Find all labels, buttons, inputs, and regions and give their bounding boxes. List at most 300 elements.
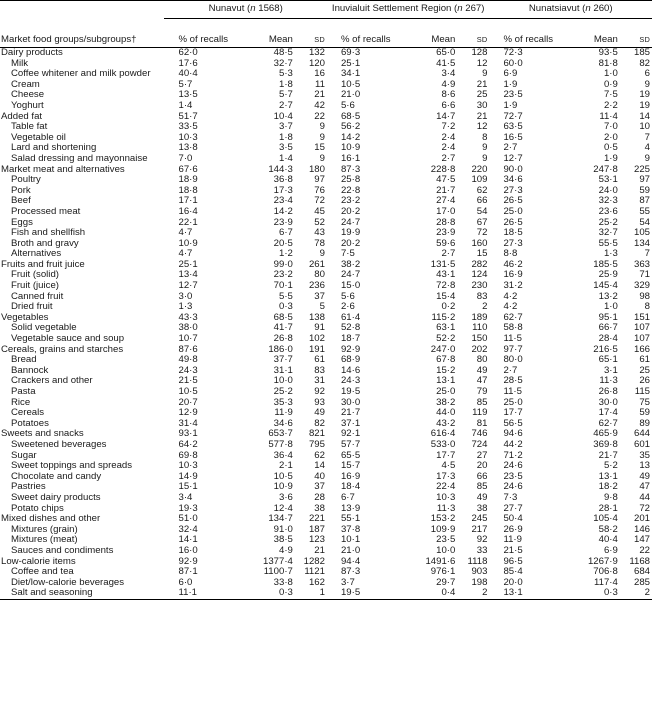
subgroup-row bbox=[0, 408, 652, 419]
nunatsiavut-mean-cell: 0·9 bbox=[603, 79, 618, 90]
nunavut-sd-cell: 49 bbox=[314, 408, 325, 419]
isr-mean-cell: 8·6 bbox=[441, 90, 456, 101]
nunatsiavut-pct-cell: 13·1 bbox=[489, 588, 561, 599]
nunatsiavut-pct-cell: 1·9 bbox=[503, 79, 518, 90]
nunavut-mean-cell: 186·0 bbox=[268, 344, 293, 355]
isr-pct-cell: 18·4 bbox=[340, 482, 361, 493]
row-label: Cheese bbox=[11, 90, 45, 101]
nunatsiavut-mean-cell: 11·3 bbox=[599, 376, 618, 387]
isr-sd-cell: 81 bbox=[476, 418, 488, 429]
nunatsiavut-sd-cell: 601 bbox=[633, 439, 650, 450]
isr-sd-cell: 83 bbox=[476, 291, 488, 302]
region-header-nunavut: Nunavut (n 1568) bbox=[164, 1, 326, 19]
nunavut-pct-cell: 51·7 bbox=[178, 111, 198, 122]
nunavut-mean-cell: 17·3 bbox=[273, 185, 293, 196]
nunavut-sd-cell: 40 bbox=[314, 471, 325, 482]
subgroup-row bbox=[0, 281, 652, 292]
isr-mean-cell: 153·2 bbox=[430, 514, 456, 525]
nunavut-mean-cell: 3·6 bbox=[278, 492, 293, 503]
nunavut-sd-cell: 21 bbox=[314, 90, 325, 101]
nunavut-pct-cell: 12·7 bbox=[178, 281, 198, 292]
isr-pct-cell: 56·2 bbox=[340, 122, 361, 133]
nunatsiavut-pct-cell: 27·3 bbox=[503, 185, 523, 196]
nunatsiavut-sd-cell: 105 bbox=[633, 228, 650, 239]
nunavut-sd-cell: 9 bbox=[319, 153, 325, 164]
isr-pct-cell: 92·1 bbox=[340, 429, 361, 440]
nunavut-mean-cell: 70·1 bbox=[273, 281, 293, 292]
row-label: Milk bbox=[11, 58, 29, 69]
nunatsiavut-sd-cell: 35 bbox=[639, 450, 650, 461]
nunavut-pct-cell: 10·9 bbox=[178, 238, 198, 249]
nunatsiavut-mean-cell: 247·8 bbox=[593, 164, 618, 175]
subgroup-row bbox=[0, 334, 652, 345]
nunatsiavut-pct-cell: 71·2 bbox=[503, 450, 523, 461]
nunatsiavut-mean-cell: 30·0 bbox=[598, 397, 618, 408]
subgroup-row bbox=[0, 186, 652, 197]
row-label: Canned fruit bbox=[11, 291, 64, 302]
nunavut-sd-cell: 221 bbox=[308, 514, 325, 525]
nunatsiavut-sd-cell: 19 bbox=[639, 100, 650, 111]
row-label: Sweets and snacks bbox=[1, 429, 84, 440]
nunavut-mean-cell: 32·7 bbox=[273, 58, 293, 69]
row-label: Dried fruit bbox=[11, 302, 53, 313]
row-label: Eggs bbox=[11, 217, 33, 228]
row-label: Sauces and condiments bbox=[11, 545, 114, 556]
isr-pct-cell: 16·1 bbox=[340, 153, 361, 164]
isr-sd-cell: 160 bbox=[471, 238, 488, 249]
nunavut-sd-cell: 91 bbox=[314, 323, 325, 334]
isr-pct-cell: 34·1 bbox=[340, 69, 361, 80]
row-label: Alternatives bbox=[11, 249, 62, 260]
isr-sd-cell: 27 bbox=[476, 450, 488, 461]
nunatsiavut-sd-cell: 89 bbox=[639, 418, 650, 429]
column-header-row bbox=[0, 19, 652, 48]
subgroup-row bbox=[0, 101, 652, 112]
nunavut-mean-cell: 20·5 bbox=[273, 238, 293, 249]
nunavut-mean-cell: 12·4 bbox=[273, 503, 293, 514]
isr-sd-cell: 33 bbox=[476, 545, 488, 556]
row-label: Bread bbox=[11, 355, 37, 366]
isr-sd-cell: 230 bbox=[471, 281, 488, 292]
nunatsiavut-sd-cell: 47 bbox=[639, 482, 650, 493]
isr-mean-cell: 43·2 bbox=[436, 418, 456, 429]
nunavut-mean-cell: 4·9 bbox=[278, 545, 293, 556]
nunavut-sd-cell: 9 bbox=[319, 249, 325, 260]
nunatsiavut-mean-cell: 18·2 bbox=[598, 482, 618, 493]
isr-mean-cell: 131·5 bbox=[430, 259, 456, 270]
isr-pct-cell: 21·0 bbox=[340, 545, 361, 556]
nunavut-sd-cell: 9 bbox=[319, 122, 325, 133]
nunatsiavut-pct-cell: 60·0 bbox=[503, 58, 523, 69]
subgroup-row bbox=[0, 218, 652, 229]
nunavut-sd-cell: 120 bbox=[308, 58, 325, 69]
nunatsiavut-pct-cell: 1·9 bbox=[503, 100, 518, 111]
isr-pct-cell: 52·8 bbox=[340, 323, 361, 334]
header-blank bbox=[0, 1, 164, 19]
isr-sd-cell: 9 bbox=[482, 143, 488, 154]
nunavut-sd-cell: 28 bbox=[314, 492, 325, 503]
subgroup-row bbox=[0, 249, 652, 260]
nunavut-mean-cell: 2·7 bbox=[278, 100, 293, 111]
subgroup-row bbox=[0, 228, 652, 239]
nunatsiavut-sd-cell: 13 bbox=[639, 461, 650, 472]
isr-sd-cell: 92 bbox=[476, 535, 488, 546]
nunatsiavut-pct-cell: 24·6 bbox=[503, 461, 523, 472]
group-row bbox=[0, 48, 652, 59]
row-label: Market meat and alternatives bbox=[1, 164, 125, 175]
nunatsiavut-sd-cell: 75 bbox=[639, 397, 650, 408]
isr-mean-cell: 247·0 bbox=[430, 344, 456, 355]
nunatsiavut-sd-cell: 6 bbox=[644, 69, 650, 80]
subgroup-row bbox=[0, 69, 652, 80]
nunatsiavut-sd-cell: 72 bbox=[639, 503, 650, 514]
nunatsiavut-sd-cell: 98 bbox=[639, 291, 650, 302]
nunatsiavut-mean-cell: 58·2 bbox=[598, 524, 618, 535]
isr-mean-cell: 2·4 bbox=[441, 143, 456, 154]
nunatsiavut-pct-cell: 63·5 bbox=[503, 122, 523, 133]
nunavut-pct-cell: 33·5 bbox=[178, 122, 198, 133]
nunatsiavut-pct-cell: 18·5 bbox=[503, 228, 523, 239]
nunatsiavut-sd-cell: 49 bbox=[639, 471, 650, 482]
isr-pct-cell: 25·8 bbox=[340, 175, 361, 186]
nunavut-pct-cell: 19·3 bbox=[178, 503, 198, 514]
subgroup-row bbox=[0, 133, 652, 144]
nunatsiavut-mean-cell: 2·0 bbox=[603, 132, 618, 143]
nunavut-pct-cell: 10·7 bbox=[178, 334, 198, 345]
nunavut-sd-cell: 80 bbox=[314, 270, 325, 281]
nunavut-pct-cell: 18·9 bbox=[178, 175, 198, 186]
nunatsiavut-mean-cell: 706·8 bbox=[593, 567, 618, 578]
nunavut-pct-cell: 31·4 bbox=[178, 418, 198, 429]
isr-mean-cell: 2·7 bbox=[441, 249, 456, 260]
isr-sd-cell: 189 bbox=[471, 312, 488, 323]
isr-sd-cell: 79 bbox=[476, 387, 488, 397]
isr-sd-cell: 903 bbox=[471, 567, 488, 578]
row-label: Cereals bbox=[11, 408, 45, 419]
nunatsiavut-sd-cell: 9 bbox=[644, 153, 650, 164]
nunatsiavut-pct-cell: 17·7 bbox=[503, 408, 523, 419]
isr-mean-cell: 22·4 bbox=[436, 482, 456, 493]
nunavut-sd-cell: 123 bbox=[308, 535, 325, 546]
isr-mean-cell: 115·2 bbox=[431, 312, 456, 323]
subgroup-row bbox=[0, 292, 652, 303]
isr-sd-cell: 8 bbox=[482, 132, 488, 143]
nunatsiavut-mean-cell: 13·2 bbox=[598, 291, 618, 302]
nunavut-pct-cell: 4·7 bbox=[178, 249, 193, 260]
subgroup-row bbox=[0, 143, 652, 154]
nunavut-sd-cell: 21 bbox=[314, 545, 325, 556]
nunatsiavut-pct-cell: 34·6 bbox=[503, 175, 523, 186]
nunatsiavut-mean-cell: 2·2 bbox=[603, 100, 618, 111]
isr-mean-cell: 72·8 bbox=[436, 281, 456, 292]
isr-sd-cell: 25 bbox=[476, 90, 488, 101]
subgroup-row bbox=[0, 366, 652, 377]
nunavut-pct-cell: 43·3 bbox=[178, 312, 198, 323]
group-row bbox=[0, 112, 652, 123]
isr-pct-cell: 6·7 bbox=[340, 492, 355, 503]
row-label: Salad dressing and mayonnaise bbox=[11, 153, 148, 164]
subgroup-row bbox=[0, 355, 652, 366]
nunavut-pct-cell: 69·8 bbox=[178, 450, 198, 461]
nunavut-pct-cell: 93·1 bbox=[178, 429, 198, 440]
isr-pct-cell: 38·2 bbox=[340, 259, 361, 270]
isr-mean-cell: 15·2 bbox=[436, 365, 456, 376]
nunavut-sd-cell: 22 bbox=[314, 111, 325, 122]
nunavut-sd-cell: 180 bbox=[308, 164, 325, 175]
row-label: Dairy products bbox=[1, 47, 63, 58]
nunavut-sd-cell: 78 bbox=[314, 238, 325, 249]
nunavut-mean-cell: 36·8 bbox=[273, 175, 293, 186]
nunatsiavut-pct-cell: 2·7 bbox=[503, 143, 518, 154]
nunatsiavut-pct-cell: 90·0 bbox=[503, 164, 523, 175]
nunatsiavut-sd-cell: 107 bbox=[633, 334, 650, 345]
nunavut-mean-cell: 1377·4 bbox=[262, 556, 293, 567]
nunatsiavut-mean-cell: 28·1 bbox=[598, 503, 618, 514]
nunatsiavut-pct-cell: 23·5 bbox=[503, 90, 523, 101]
nunavut-sd-cell: 14 bbox=[314, 461, 325, 472]
nunatsiavut-pct-cell: 20·0 bbox=[503, 577, 523, 588]
nunatsiavut-mean-cell: 66·7 bbox=[598, 323, 618, 334]
nunavut-sd-cell: 162 bbox=[308, 577, 325, 588]
nunatsiavut-sd-cell: 4 bbox=[644, 143, 650, 154]
nunatsiavut-mean-cell: 28·4 bbox=[598, 334, 618, 345]
nunatsiavut-mean-cell: 1·3 bbox=[603, 249, 618, 260]
isr-sd-cell: 119 bbox=[472, 408, 488, 419]
nunatsiavut-pct-cell: 24·6 bbox=[503, 482, 523, 493]
nunatsiavut-pct-cell: 4·2 bbox=[503, 302, 518, 313]
group-row bbox=[0, 345, 652, 356]
nunatsiavut-pct-cell: 21·5 bbox=[503, 545, 523, 556]
isr-mean-cell: 109·9 bbox=[430, 524, 456, 535]
nunavut-mean-cell: 26·8 bbox=[273, 334, 293, 345]
isr-pct-cell: 25·1 bbox=[340, 58, 361, 69]
isr-pct-cell: 24·3 bbox=[340, 376, 361, 387]
group-row bbox=[0, 429, 652, 440]
nunavut-pct-cell: 22·1 bbox=[178, 217, 198, 228]
nunavut-sd-cell: 102 bbox=[308, 334, 325, 345]
nunatsiavut-pct-cell: 27·7 bbox=[503, 503, 523, 514]
nunavut-sd-cell: 9 bbox=[319, 132, 325, 143]
subgroup-row bbox=[0, 323, 652, 334]
nunavut-pct-cell: 87·6 bbox=[178, 344, 198, 355]
nunatsiavut-pct-cell: 16·9 bbox=[503, 270, 523, 281]
row-label: Added fat bbox=[1, 111, 43, 122]
nunavut-pct-cell: 13·5 bbox=[178, 90, 198, 101]
row-label: Potatoes bbox=[11, 418, 49, 429]
nunavut-pct-cell: 21·5 bbox=[178, 376, 198, 387]
nunatsiavut-sd-cell: 82 bbox=[639, 58, 650, 69]
row-label: Fruits and fruit juice bbox=[1, 259, 85, 270]
nunavut-sd-cell: 43 bbox=[314, 228, 325, 239]
isr-pct-cell: 10·5 bbox=[340, 79, 361, 90]
nunavut-pct-cell: 13·8 bbox=[178, 143, 198, 154]
nunatsiavut-sd-cell: 644 bbox=[633, 429, 650, 440]
nunavut-sd-cell: 11 bbox=[314, 79, 325, 90]
nunavut-mean-cell: 3·5 bbox=[278, 143, 293, 154]
isr-sd-cell: 282 bbox=[471, 259, 488, 270]
subgroup-row bbox=[0, 302, 652, 313]
row-label: Crackers and other bbox=[11, 376, 93, 387]
nunatsiavut-pct-cell: 26·5 bbox=[503, 196, 523, 207]
row-label: Bannock bbox=[11, 365, 49, 376]
nunavut-pct-cell: 15·1 bbox=[178, 482, 198, 493]
isr-sd-cell: 62 bbox=[476, 185, 488, 196]
nunatsiavut-mean-cell: 24·0 bbox=[598, 185, 618, 196]
isr-sd-cell: 80 bbox=[476, 355, 488, 366]
nunavut-pct-cell: 87·1 bbox=[178, 567, 198, 578]
nunatsiavut-sd-cell: 59 bbox=[639, 185, 650, 196]
nunatsiavut-sd-cell: 115 bbox=[634, 387, 650, 397]
nunavut-mean-cell: 99·0 bbox=[273, 259, 293, 270]
nunavut-sd-cell: 82 bbox=[314, 418, 325, 429]
nunavut-sd-cell: 261 bbox=[308, 259, 325, 270]
nunavut-sd-cell: 76 bbox=[314, 185, 325, 196]
row-label: Sweetened beverages bbox=[11, 439, 107, 450]
nunavut-mean-cell: 23·4 bbox=[273, 196, 293, 207]
nunavut-sd-cell: 16 bbox=[314, 69, 325, 80]
isr-pct-cell: 10·9 bbox=[340, 143, 361, 154]
row-label: Mixtures (meat) bbox=[11, 535, 78, 546]
row-label: Diet/low-calorie beverages bbox=[11, 577, 125, 588]
nunavut-sd-cell: 62 bbox=[314, 450, 325, 461]
nunatsiavut-mean-cell: 93·5 bbox=[598, 47, 618, 58]
row-label: Lard and shortening bbox=[11, 143, 97, 154]
isr-sd-cell: 30 bbox=[476, 100, 488, 111]
nunavut-sd-cell: 15 bbox=[314, 143, 325, 154]
nunatsiavut-mean-cell: 32·3 bbox=[598, 196, 618, 207]
row-label: Pasta bbox=[11, 387, 36, 397]
isr-pct-cell: 14·2 bbox=[340, 132, 361, 143]
nunatsiavut-sd-cell: 225 bbox=[633, 164, 650, 175]
isr-pct-cell: 2·6 bbox=[340, 302, 355, 313]
isr-pct-cell: 61·4 bbox=[340, 312, 361, 323]
nunavut-mean-cell: 48·5 bbox=[273, 47, 293, 58]
nunavut-pct-cell: 13·4 bbox=[178, 270, 198, 281]
sd-header: SD bbox=[620, 19, 652, 48]
subgroup-row bbox=[0, 493, 652, 504]
nunatsiavut-sd-cell: 22 bbox=[639, 545, 650, 556]
isr-mean-cell: 17·0 bbox=[436, 206, 456, 217]
isr-sd-cell: 49 bbox=[476, 492, 488, 503]
nunavut-mean-cell: 41·7 bbox=[273, 323, 293, 334]
row-label: Vegetables bbox=[1, 312, 49, 323]
nunatsiavut-sd-cell: 59 bbox=[639, 408, 650, 419]
isr-sd-cell: 150 bbox=[471, 334, 488, 345]
isr-sd-cell: 47 bbox=[476, 376, 488, 387]
nunavut-mean-cell: 1·4 bbox=[278, 153, 293, 164]
nunatsiavut-pct-cell: 6·9 bbox=[503, 69, 518, 80]
isr-mean-cell: 616·4 bbox=[430, 429, 456, 440]
nunatsiavut-sd-cell: 107 bbox=[633, 323, 650, 334]
nunatsiavut-sd-cell: 7 bbox=[644, 132, 650, 143]
group-row bbox=[0, 260, 652, 271]
nunatsiavut-pct-cell: 26·5 bbox=[503, 217, 523, 228]
nunatsiavut-mean-cell: 11·4 bbox=[599, 111, 618, 122]
nunavut-sd-cell: 37 bbox=[314, 291, 325, 302]
row-label: Fruit (juice) bbox=[11, 281, 59, 292]
isr-mean-cell: 65·0 bbox=[436, 47, 456, 58]
nunavut-pct-cell: 67·6 bbox=[178, 164, 198, 175]
nunatsiavut-mean-cell: 53·1 bbox=[598, 175, 618, 186]
isr-sd-cell: 49 bbox=[476, 365, 488, 376]
nunavut-mean-cell: 14·2 bbox=[273, 206, 293, 217]
row-label: Vegetable oil bbox=[11, 132, 66, 143]
nunatsiavut-sd-cell: 2 bbox=[620, 588, 652, 599]
isr-pct-cell: 19·5 bbox=[340, 387, 361, 397]
nunatsiavut-mean-cell: 216·5 bbox=[593, 344, 618, 355]
isr-mean-cell: 228·8 bbox=[430, 164, 456, 175]
isr-pct-cell: 20·2 bbox=[340, 206, 361, 217]
nunavut-pct-cell: 25·1 bbox=[178, 259, 198, 270]
isr-mean-cell: 59·6 bbox=[436, 238, 456, 249]
nunavut-sd-cell: 132 bbox=[308, 47, 325, 58]
isr-sd-cell: 54 bbox=[476, 206, 488, 217]
subgroup-row bbox=[0, 472, 652, 483]
nunavut-mean-cell: 5·5 bbox=[278, 291, 293, 302]
nunavut-mean-cell: 1·8 bbox=[278, 132, 293, 143]
nunatsiavut-pct-cell: 25·0 bbox=[503, 397, 523, 408]
isr-mean-cell: 47·5 bbox=[436, 175, 456, 186]
row-label: Coffee whitener and milk powder bbox=[11, 69, 151, 80]
pct-header: % of recalls bbox=[164, 19, 236, 48]
nunavut-pct-cell: 14·9 bbox=[178, 471, 198, 482]
subgroup-row bbox=[0, 196, 652, 207]
nunatsiavut-pct-cell: 16·5 bbox=[503, 132, 523, 143]
nunatsiavut-pct-cell: 4·2 bbox=[503, 291, 518, 302]
nunavut-pct-cell: 16·4 bbox=[178, 206, 198, 217]
nunatsiavut-sd-cell: 87 bbox=[639, 196, 650, 207]
nunavut-pct-cell: 10·3 bbox=[178, 132, 198, 143]
region-header-nunatsiavut: Nunatsiavut (n 260) bbox=[489, 1, 652, 19]
nunavut-mean-cell: 31·1 bbox=[273, 365, 293, 376]
subgroup-row bbox=[0, 567, 652, 578]
nunavut-mean-cell: 10·9 bbox=[273, 482, 293, 493]
row-label: Rice bbox=[11, 397, 31, 408]
isr-mean-cell: 63·1 bbox=[436, 323, 456, 334]
nunatsiavut-sd-cell: 285 bbox=[633, 577, 650, 588]
isr-sd-cell: 85 bbox=[476, 482, 488, 493]
group-row bbox=[0, 557, 652, 568]
isr-pct-cell: 18·7 bbox=[340, 334, 361, 345]
nunatsiavut-mean-cell: 1267·9 bbox=[587, 556, 618, 567]
isr-mean-cell: 3·4 bbox=[441, 69, 456, 80]
row-label: Table fat bbox=[11, 122, 48, 133]
nunatsiavut-sd-cell: 684 bbox=[633, 567, 650, 578]
subgroup-row bbox=[0, 504, 652, 515]
row-label: Low-calorie items bbox=[1, 556, 76, 567]
nunatsiavut-mean-cell: 5·2 bbox=[603, 461, 618, 472]
nunatsiavut-sd-cell: 10 bbox=[639, 122, 650, 133]
isr-pct-cell: 14·6 bbox=[340, 365, 361, 376]
nunatsiavut-sd-cell: 71 bbox=[639, 270, 650, 281]
nunatsiavut-mean-cell: 21·7 bbox=[598, 450, 618, 461]
nunatsiavut-mean-cell: 40·4 bbox=[598, 535, 618, 546]
row-label: Fish and shellfish bbox=[11, 228, 86, 239]
nunavut-sd-cell: 1 bbox=[295, 588, 327, 599]
nunavut-pct-cell: 5·7 bbox=[178, 79, 193, 90]
isr-mean-cell: 23·5 bbox=[436, 535, 456, 546]
isr-sd-cell: 9 bbox=[482, 69, 488, 80]
nunavut-pct-cell: 3·0 bbox=[178, 291, 193, 302]
nunatsiavut-sd-cell: 9 bbox=[644, 79, 650, 90]
nunavut-mean-cell: 35·3 bbox=[273, 397, 293, 408]
sd-header: SD bbox=[295, 19, 327, 48]
subgroup-row bbox=[0, 387, 652, 398]
nunavut-sd-cell: 236 bbox=[308, 281, 325, 292]
nunavut-mean-cell: 10·0 bbox=[273, 376, 293, 387]
nunatsiavut-pct-cell: 26·9 bbox=[503, 524, 523, 535]
isr-sd-cell: 66 bbox=[476, 196, 488, 207]
